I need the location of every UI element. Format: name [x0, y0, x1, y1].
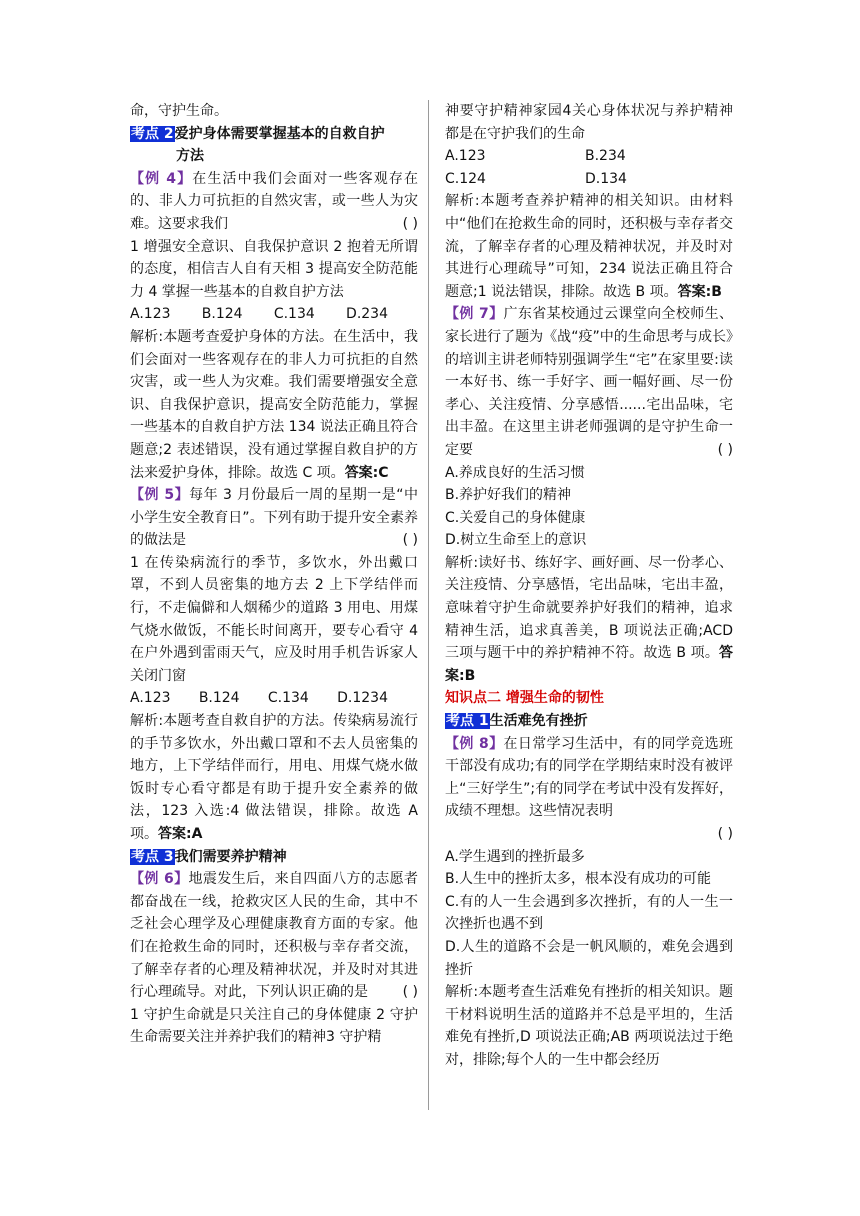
- ex4-paren: ( ): [402, 215, 418, 232]
- kp2-title: 爱护身体需要掌握基本的自救自护: [174, 125, 385, 142]
- ex4-analysis: 解析:本题考查爱护身体的方法。在生活中，我们会面对一些客观存在的非人力可抗拒的自然灾害，或一些人为灾难。我们需要增强安全意识、自我保护意识，提高安全防范能力，掌握一些基本的自救自护方法 134 说法正确且符合题意;2 表述错误，没有通过掌握自救自护的方法来爱护身体，排除。故选 C 项。答案:C: [130, 328, 418, 481]
- ex8-stem: 【例 8】在日常学习生活中，有的同学竞选班干部没有成功;有的同学在学期结束时没有被评上“三好学生”;有的同学在考试中没有发挥好，成绩不理想。这些情况表明: [445, 735, 733, 820]
- ex5-items: 1 在传染病流行的季节，多饮水，外出戴口罩，不到人员密集的地方去 2 上下学结伴而行，不走偏僻和人烟稀少的道路 3 用电、用煤气烧水做饭，不能长时间离开，要专心看守 4 在户外遇到雷雨天气，应及时用手机告诉家人关闭门窗: [130, 554, 418, 684]
- ex8-option-c: C.有的人一生会遇到多次挫折，有的人一生一次挫折也遇不到: [445, 893, 733, 933]
- kp3-tag: 考点 3: [131, 848, 174, 865]
- option: C.124: [445, 170, 486, 187]
- option: A.123: [130, 690, 171, 707]
- ex4-options: [130, 303, 418, 326]
- kp3-title: 我们需要养护精神: [174, 848, 287, 865]
- ex7-option-d: D.树立生命至上的意识: [445, 532, 587, 549]
- ex4-label: 【例 4】: [130, 170, 193, 187]
- ex8-option-b: B.人生中的挫折太多，根本没有成功的可能: [445, 871, 712, 888]
- ex8-analysis: 解析:本题考查生活难免有挫折的相关知识。题干材料说明生活的道路并不总是平坦的，生活难免有挫折,D 项说法正确;AB 两项说法过于绝对，排除;每个人的一生中都会经历: [445, 984, 733, 1068]
- option: C.134: [267, 690, 309, 707]
- option: A.123: [130, 306, 171, 323]
- kp2-heading: [130, 123, 418, 168]
- section-title: 知识点二 增强生命的韧性: [445, 690, 604, 707]
- ex7-answer: 答案:B: [445, 645, 733, 684]
- option: A.123: [445, 148, 486, 165]
- ex8-paren-line: [445, 823, 733, 846]
- kp2-tag: 考点 2: [131, 125, 174, 142]
- ex7-analysis: 解析:读好书、练好字、画好画、尽一份孝心、关注疫情、分享感悟，宅出品味，宅出丰盈，意味着守护生命就要养护好我们的精神，追求精神生活，追求真善美，B 项说法正确;ACD 三项与题干中的养护精神不符。故选 B 项。答案:B: [445, 554, 733, 684]
- ex7-option-c: C.关爱自己的身体健康: [445, 509, 586, 526]
- kp1-heading: [445, 710, 733, 733]
- ex6-items-start: 1 守护生命就是只关注自己的身体健康 2 守护生命需要关注并养护我们的精神3 守护精: [130, 1006, 418, 1046]
- left-column: [130, 100, 418, 1049]
- ex8-option-d: D.人生的道路不会是一帆风顺的，难免会遇到挫折: [445, 938, 733, 978]
- intro-tail: 命，守护生命。: [130, 103, 228, 119]
- ex6-answer: 答案:B: [677, 283, 722, 300]
- kp3-heading: [130, 846, 418, 869]
- ex6-options: [445, 145, 733, 190]
- ex4-answer: 答案:C: [344, 464, 389, 481]
- ex6-analysis: 解析:本题考查养护精神的相关知识。由材料中“他们在抢救生命的同时，还积极与幸存者交流，了解幸存者的心理及精神状况，并及时对其进行心理疏导”可知，234 说法正确且符合题意;1 说法错误，排除。故选 B 项。答案:B: [445, 193, 733, 300]
- ex4-stem: 【例 4】在生活中我们会面对一些客观存在的、非人力可抗拒的自然灾害，或一些人为灾难。这要求我们 ( ): [130, 168, 418, 236]
- kp1-title: 生活难免有挫折: [489, 713, 588, 730]
- kp1-tag: 考点 1: [446, 713, 489, 730]
- option: D.134: [585, 170, 627, 187]
- ex8-label: 【例 8】: [445, 735, 504, 752]
- option: B.124: [198, 690, 240, 707]
- right-column: [445, 100, 733, 1072]
- option: B.234: [585, 148, 626, 165]
- option: D.234: [346, 306, 388, 323]
- ex6-items-end: 神要守护精神家园4关心身体状况与养护精神都是在守护我们的生命: [445, 103, 733, 142]
- ex6-label: 【例 6】: [130, 871, 189, 888]
- ex5-paren: ( ): [402, 532, 418, 549]
- ex5-label: 【例 5】: [130, 487, 190, 504]
- column-divider: [428, 100, 429, 1110]
- option: B.124: [201, 306, 243, 323]
- ex6-paren: ( ): [402, 984, 418, 1001]
- ex7-option-b: B.养护好我们的精神: [445, 487, 572, 504]
- ex6-stem: 【例 6】地震发生后，来自四面八方的志愿者都奋战在一线，抢救灾区人民的生命，其中不乏社会心理学及心理健康教育方面的专家。他们在抢救生命的同时，还积极与幸存者交流，了解幸存者的心理及精神状况，并及时对其进行心理疏导。对此，下列认识正确的是 ( ): [130, 868, 418, 1004]
- ex5-stem: 【例 5】每年 3 月份最后一周的星期一是“中小学生安全教育日”。下列有助于提升安全素养的做法是 ( ): [130, 484, 418, 552]
- ex7-option-a: A.养成良好的生活习惯: [445, 464, 585, 481]
- ex7-paren: ( ): [717, 441, 733, 458]
- kp2-title-cont: 方法: [176, 148, 204, 165]
- ex7-stem: 【例 7】广东省某校通过云课堂向全校师生、家长进行了题为《战“疫”中的生命思考与成长》的培训主讲老师特别强调学生“宅”在家里要:读一本好书、练一手好字、画一幅好画、尽一份孝心、关注疫情、分享感悟......宅出品味，宅出丰盈。在这里主讲老师强调的是守护生命一定要 ( ): [445, 303, 733, 461]
- ex8-paren: ( ): [717, 826, 733, 842]
- ex5-answer: 答案:A: [158, 826, 203, 842]
- option: C.134: [273, 306, 315, 323]
- ex8-option-a: A.学生遇到的挫折最多: [445, 848, 585, 865]
- ex7-label: 【例 7】: [445, 306, 504, 323]
- ex5-options: [130, 687, 418, 710]
- ex5-analysis: 解析:本题考查自救自护的方法。传染病易流行的手节多饮水，外出戴口罩和不去人员密集的地方，上下学结伴而行，用电、用煤气烧水做饭时专心看守都是有助于提升安全素养的做法，123 入选:4 做法错误，排除。故选 A 项。答案:A: [130, 713, 418, 842]
- ex4-items: 1 增强安全意识、自我保护意识 2 抱着无所谓的态度，相信吉人自有天相 3 提高安全防范能力 4 掌握一些基本的自救自护方法: [130, 238, 418, 300]
- option: D.1234: [337, 690, 388, 707]
